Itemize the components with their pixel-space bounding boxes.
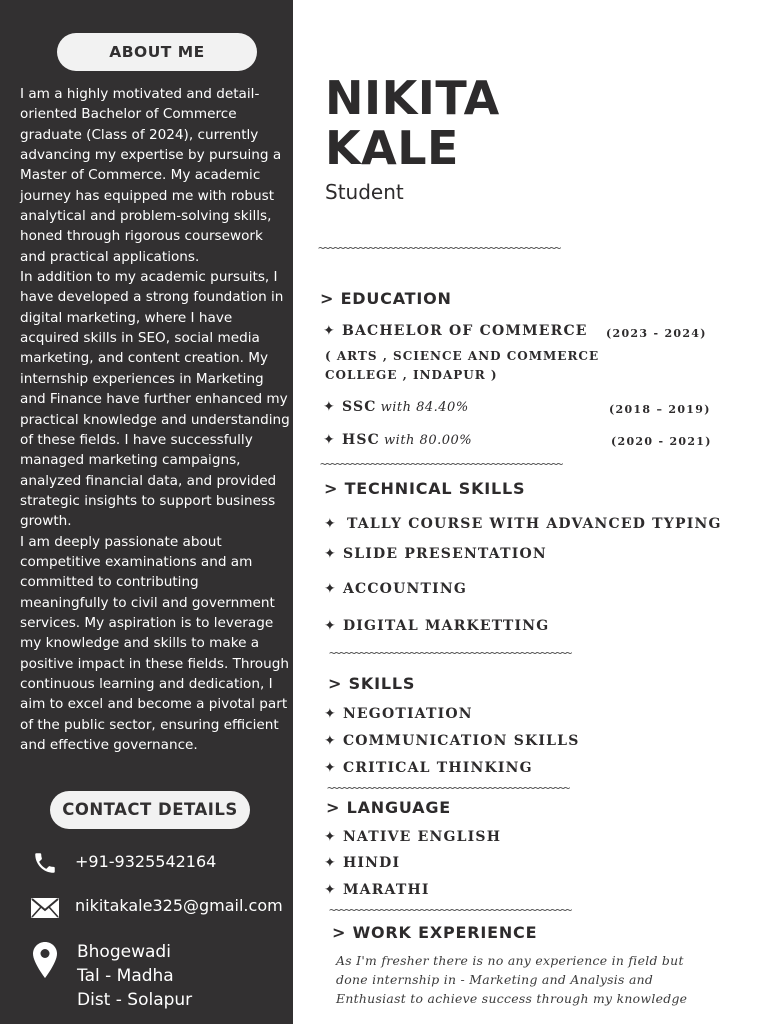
about-paragraph: In addition to my academic pursuits, I have developed a strong foundation in digital marketing, where I have acquired skills in SEO, social media marketing, and content creation. My internship experiences in Marketing and Finance have further enhanced my practical knowledge and understanding of these fields. I have successfully managed marketing campaigns, analyzed financial data, and provided strategic insights to support business growth.	[20, 269, 290, 530]
contact-phone	[30, 848, 216, 878]
language-item	[324, 855, 400, 871]
full-name	[325, 73, 500, 173]
work-line: As I'm fresher there is no any experience in field but	[336, 953, 684, 968]
language-label: MARATHI	[342, 882, 430, 898]
address-line: Bhogewadi	[77, 942, 171, 962]
skill-item	[324, 733, 580, 749]
star-bullet-icon: ✦	[324, 733, 337, 749]
college-line: COLLEGE , INDAPUR )	[325, 368, 498, 382]
technical-skill-item	[324, 546, 547, 562]
phone-number[interactable]: +91-9325542164	[75, 852, 217, 871]
star-bullet-icon: ✦	[324, 829, 337, 845]
address-line: Tal - Madha	[77, 966, 174, 986]
work-experience-text	[336, 951, 756, 1008]
language-item	[324, 829, 501, 845]
ssc-years: (2018 – 2019)	[609, 403, 711, 416]
role-title: Student	[325, 180, 404, 204]
hsc-label: HSC	[341, 432, 381, 448]
main-content	[293, 0, 768, 1024]
phone-icon	[30, 848, 60, 878]
star-bullet-icon: ✦	[324, 618, 337, 634]
language-item	[324, 882, 430, 898]
education-hsc	[323, 432, 472, 448]
degree-name: BACHELOR OF COMMERCE	[341, 323, 588, 339]
star-bullet-icon: ✦	[323, 432, 336, 448]
language-heading: > LANGUAGE	[326, 798, 452, 817]
technical-skills-heading: > TECHNICAL SKILLS	[324, 479, 526, 498]
envelope-icon	[30, 893, 60, 923]
education-heading: > EDUCATION	[320, 289, 452, 308]
email-address[interactable]: nikitakale325@gmail.com	[75, 896, 283, 915]
technical-skill-label: DIGITAL MARKETTING	[342, 618, 550, 634]
star-bullet-icon: ✦	[324, 516, 337, 532]
college-line: ( ARTS , SCIENCE AND COMMERCE	[325, 349, 600, 363]
address	[77, 940, 192, 1012]
skill-label: COMMUNICATION SKILLS	[342, 733, 580, 749]
technical-skill-label: SLIDE PRESENTATION	[342, 546, 547, 562]
hsc-years: (2020 - 2021)	[611, 435, 712, 448]
about-me-heading: ABOUT ME	[57, 33, 257, 71]
star-bullet-icon: ✦	[324, 760, 337, 776]
skill-label: NEGOTIATION	[342, 706, 473, 722]
star-bullet-icon: ✦	[323, 399, 336, 415]
star-bullet-icon: ✦	[324, 882, 337, 898]
language-label: NATIVE ENGLISH	[342, 829, 502, 845]
hsc-grade: with 80.00%	[384, 433, 473, 448]
education-ssc	[323, 399, 469, 415]
section-divider: ~~~~~~~~~~~~~~~~~~~~~~~~~~~~~~~~~~~~~~~~~~~~~~~~	[320, 457, 562, 471]
contact-email	[30, 893, 283, 923]
language-label: HINDI	[342, 855, 401, 871]
contact-address	[30, 940, 192, 1012]
education-degree	[323, 323, 588, 339]
technical-skill-label: ACCOUNTING	[342, 581, 468, 597]
skill-item	[324, 760, 533, 776]
star-bullet-icon: ✦	[324, 546, 337, 562]
technical-skill-item	[324, 581, 467, 597]
skills-heading: > SKILLS	[328, 674, 416, 693]
skill-item	[324, 706, 473, 722]
address-line: Dist - Solapur	[77, 990, 193, 1010]
star-bullet-icon: ✦	[324, 706, 337, 722]
work-line: Enthusiast to achieve success through my knowledge	[336, 991, 688, 1006]
section-divider: ~~~~~~~~~~~~~~~~~~~~~~~~~~~~~~~~~~~~~~~~~~~~~~~~	[329, 903, 571, 917]
last-name: KALE	[325, 121, 459, 175]
about-paragraph: I am a highly motivated and detail-oriented Bachelor of Commerce graduate (Class of 2024), currently advancing my expertise by pursuing a Master of Commerce. My academic journey has equipped me with robust analytical and problem-solving skills, honed through rigorous coursework and practical applications.	[20, 86, 282, 265]
contact-details-heading: CONTACT DETAILS	[50, 791, 250, 829]
degree-years: (2023 - 2024)	[606, 327, 707, 340]
technical-skill-label: TALLY COURSE WITH ADVANCED TYPING	[346, 516, 722, 532]
college-name	[325, 347, 599, 385]
star-bullet-icon: ✦	[324, 581, 337, 597]
first-name: NIKITA	[325, 71, 500, 125]
work-experience-heading: > WORK EXPERIENCE	[332, 923, 538, 942]
about-me-text	[20, 84, 290, 755]
skill-label: CRITICAL THINKING	[342, 760, 533, 776]
ssc-label: SSC	[341, 399, 377, 415]
technical-skill-item	[324, 618, 549, 634]
ssc-grade: with 84.40%	[380, 400, 469, 415]
section-divider: ~~~~~~~~~~~~~~~~~~~~~~~~~~~~~~~~~~~~~~~~~~~~~~~~	[318, 241, 560, 255]
section-divider: ~~~~~~~~~~~~~~~~~~~~~~~~~~~~~~~~~~~~~~~~~~~~~~~~	[327, 781, 569, 795]
sidebar	[0, 0, 293, 1024]
location-pin-icon	[30, 940, 60, 980]
star-bullet-icon: ✦	[323, 323, 336, 339]
work-line: done internship in - Marketing and Analysis and	[336, 972, 654, 987]
star-bullet-icon: ✦	[324, 855, 337, 871]
section-divider: ~~~~~~~~~~~~~~~~~~~~~~~~~~~~~~~~~~~~~~~~~~~~~~~~	[329, 646, 571, 660]
technical-skill-item	[324, 516, 722, 532]
about-paragraph: I am deeply passionate about competitive examinations and am committed to contributing meaningfully to civil and government services. My aspiration is to leverage my knowledge and skills to make a positive impact in these fields. Through continuous learning and dedication, I aim to excel and become a pivotal part of the public sector, ensuring efficient and effective governance.	[20, 533, 289, 753]
